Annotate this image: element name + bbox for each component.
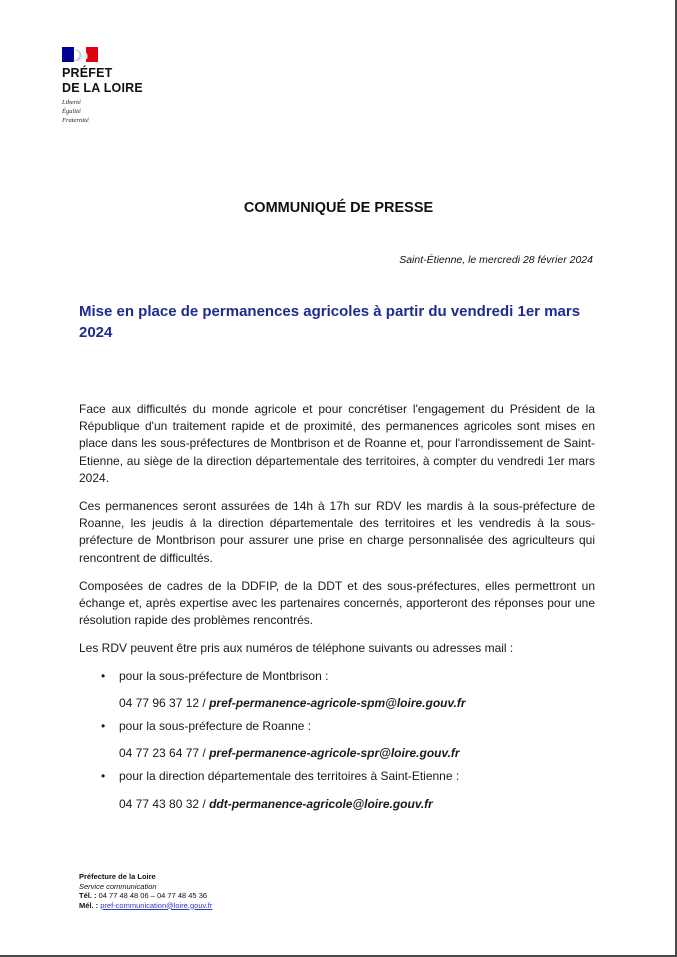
footer-mail-link[interactable]: pref-communication@loire.gouv.fr bbox=[100, 900, 213, 910]
footer-mail-line bbox=[79, 901, 212, 911]
press-release-heading: COMMUNIQUÉ DE PRESSE bbox=[243, 200, 434, 216]
contact-label: pour la direction départementale des territoires à Saint-Etienne : bbox=[119, 769, 460, 784]
footer-contact bbox=[79, 872, 212, 910]
contact-label: pour la sous-préfecture de Montbrison : bbox=[119, 668, 329, 683]
footer-phone-line bbox=[79, 891, 212, 901]
footer-org: Préfecture de la Loire bbox=[79, 872, 156, 881]
contacts-intro: Les RDV peuvent être pris aux numéros de téléphone suivants ou adresses mail : bbox=[79, 641, 514, 656]
contact-email[interactable]: pref-permanence-agricole-spm@loire.gouv.fr bbox=[209, 695, 466, 710]
bullet-icon: • bbox=[101, 769, 106, 784]
contact-details bbox=[119, 695, 595, 712]
contact-item-montbrison bbox=[79, 668, 595, 712]
logo-line-1: PRÉFET bbox=[62, 66, 113, 80]
paragraph-staff: Composées de cadres de la DDFIP, de la DDT et des sous-préfectures, elles permettront un échange et, après expertise avec les partenaires concernés, apporteront des réponses pour une résolution rapide des problèmes rencontrés. bbox=[79, 578, 595, 628]
motto-egalite: Égalité bbox=[62, 108, 81, 115]
contact-details bbox=[119, 796, 595, 813]
footer-mail-label: Mél. : bbox=[79, 900, 99, 910]
release-body bbox=[79, 401, 595, 819]
contact-item-roanne bbox=[79, 718, 595, 762]
release-title: Mise en place de permanences agricoles à partir du vendredi 1er mars 2024 bbox=[79, 303, 581, 341]
contact-phone: 04 77 96 37 12 / bbox=[119, 695, 210, 710]
paragraph-context: Face aux difficultés du monde agricole et pour concrétiser l'engagement du Président de la République d'un traitement rapide et de proximité, des permanences agricoles sont mises en place dans les sous-préfectures de Montbrison et de Roanne et, pour l'arrondissement de Saint-Etienne, au siège de la direction départementale des territoires, à compter du vendredi 1er mars 2024. bbox=[79, 402, 595, 485]
contacts-list bbox=[79, 668, 595, 813]
contact-email[interactable]: ddt-permanence-agricole@loire.gouv.fr bbox=[209, 796, 433, 811]
marianne-flag-icon bbox=[62, 47, 98, 62]
contact-item-ddt bbox=[79, 768, 595, 812]
motto-liberte: Liberté bbox=[62, 99, 81, 106]
release-date: Saint-Étienne, le mercredi 28 février 2024 bbox=[399, 254, 593, 266]
footer-tel: 04 77 48 48 06 – 04 77 48 45 36 bbox=[96, 891, 208, 900]
contact-details bbox=[119, 745, 595, 762]
contact-label: pour la sous-préfecture de Roanne : bbox=[119, 719, 312, 734]
contact-phone: 04 77 23 64 77 / bbox=[119, 746, 210, 761]
contact-email[interactable]: pref-permanence-agricole-spr@loire.gouv.fr bbox=[209, 746, 460, 761]
motto-fraternite: Fraternité bbox=[62, 117, 89, 124]
footer-service: Service communication bbox=[79, 881, 157, 891]
bullet-icon: • bbox=[101, 719, 106, 734]
logo-line-2: DE LA LOIRE bbox=[62, 81, 143, 95]
contact-phone: 04 77 43 80 32 / bbox=[119, 796, 210, 811]
footer-tel-label: Tél. : bbox=[79, 891, 97, 900]
bullet-icon: • bbox=[101, 668, 106, 683]
paragraph-schedule: Ces permanences seront assurées de 14h à 17h sur RDV les mardis à la sous-préfecture de Roanne, les jeudis à la direction départementale des territoires et les vendredis à la sous-préfecture de Montbrison pour assurer une prise en charge personnalisée des agriculteurs qui rencontrent de difficultés. bbox=[79, 499, 595, 565]
